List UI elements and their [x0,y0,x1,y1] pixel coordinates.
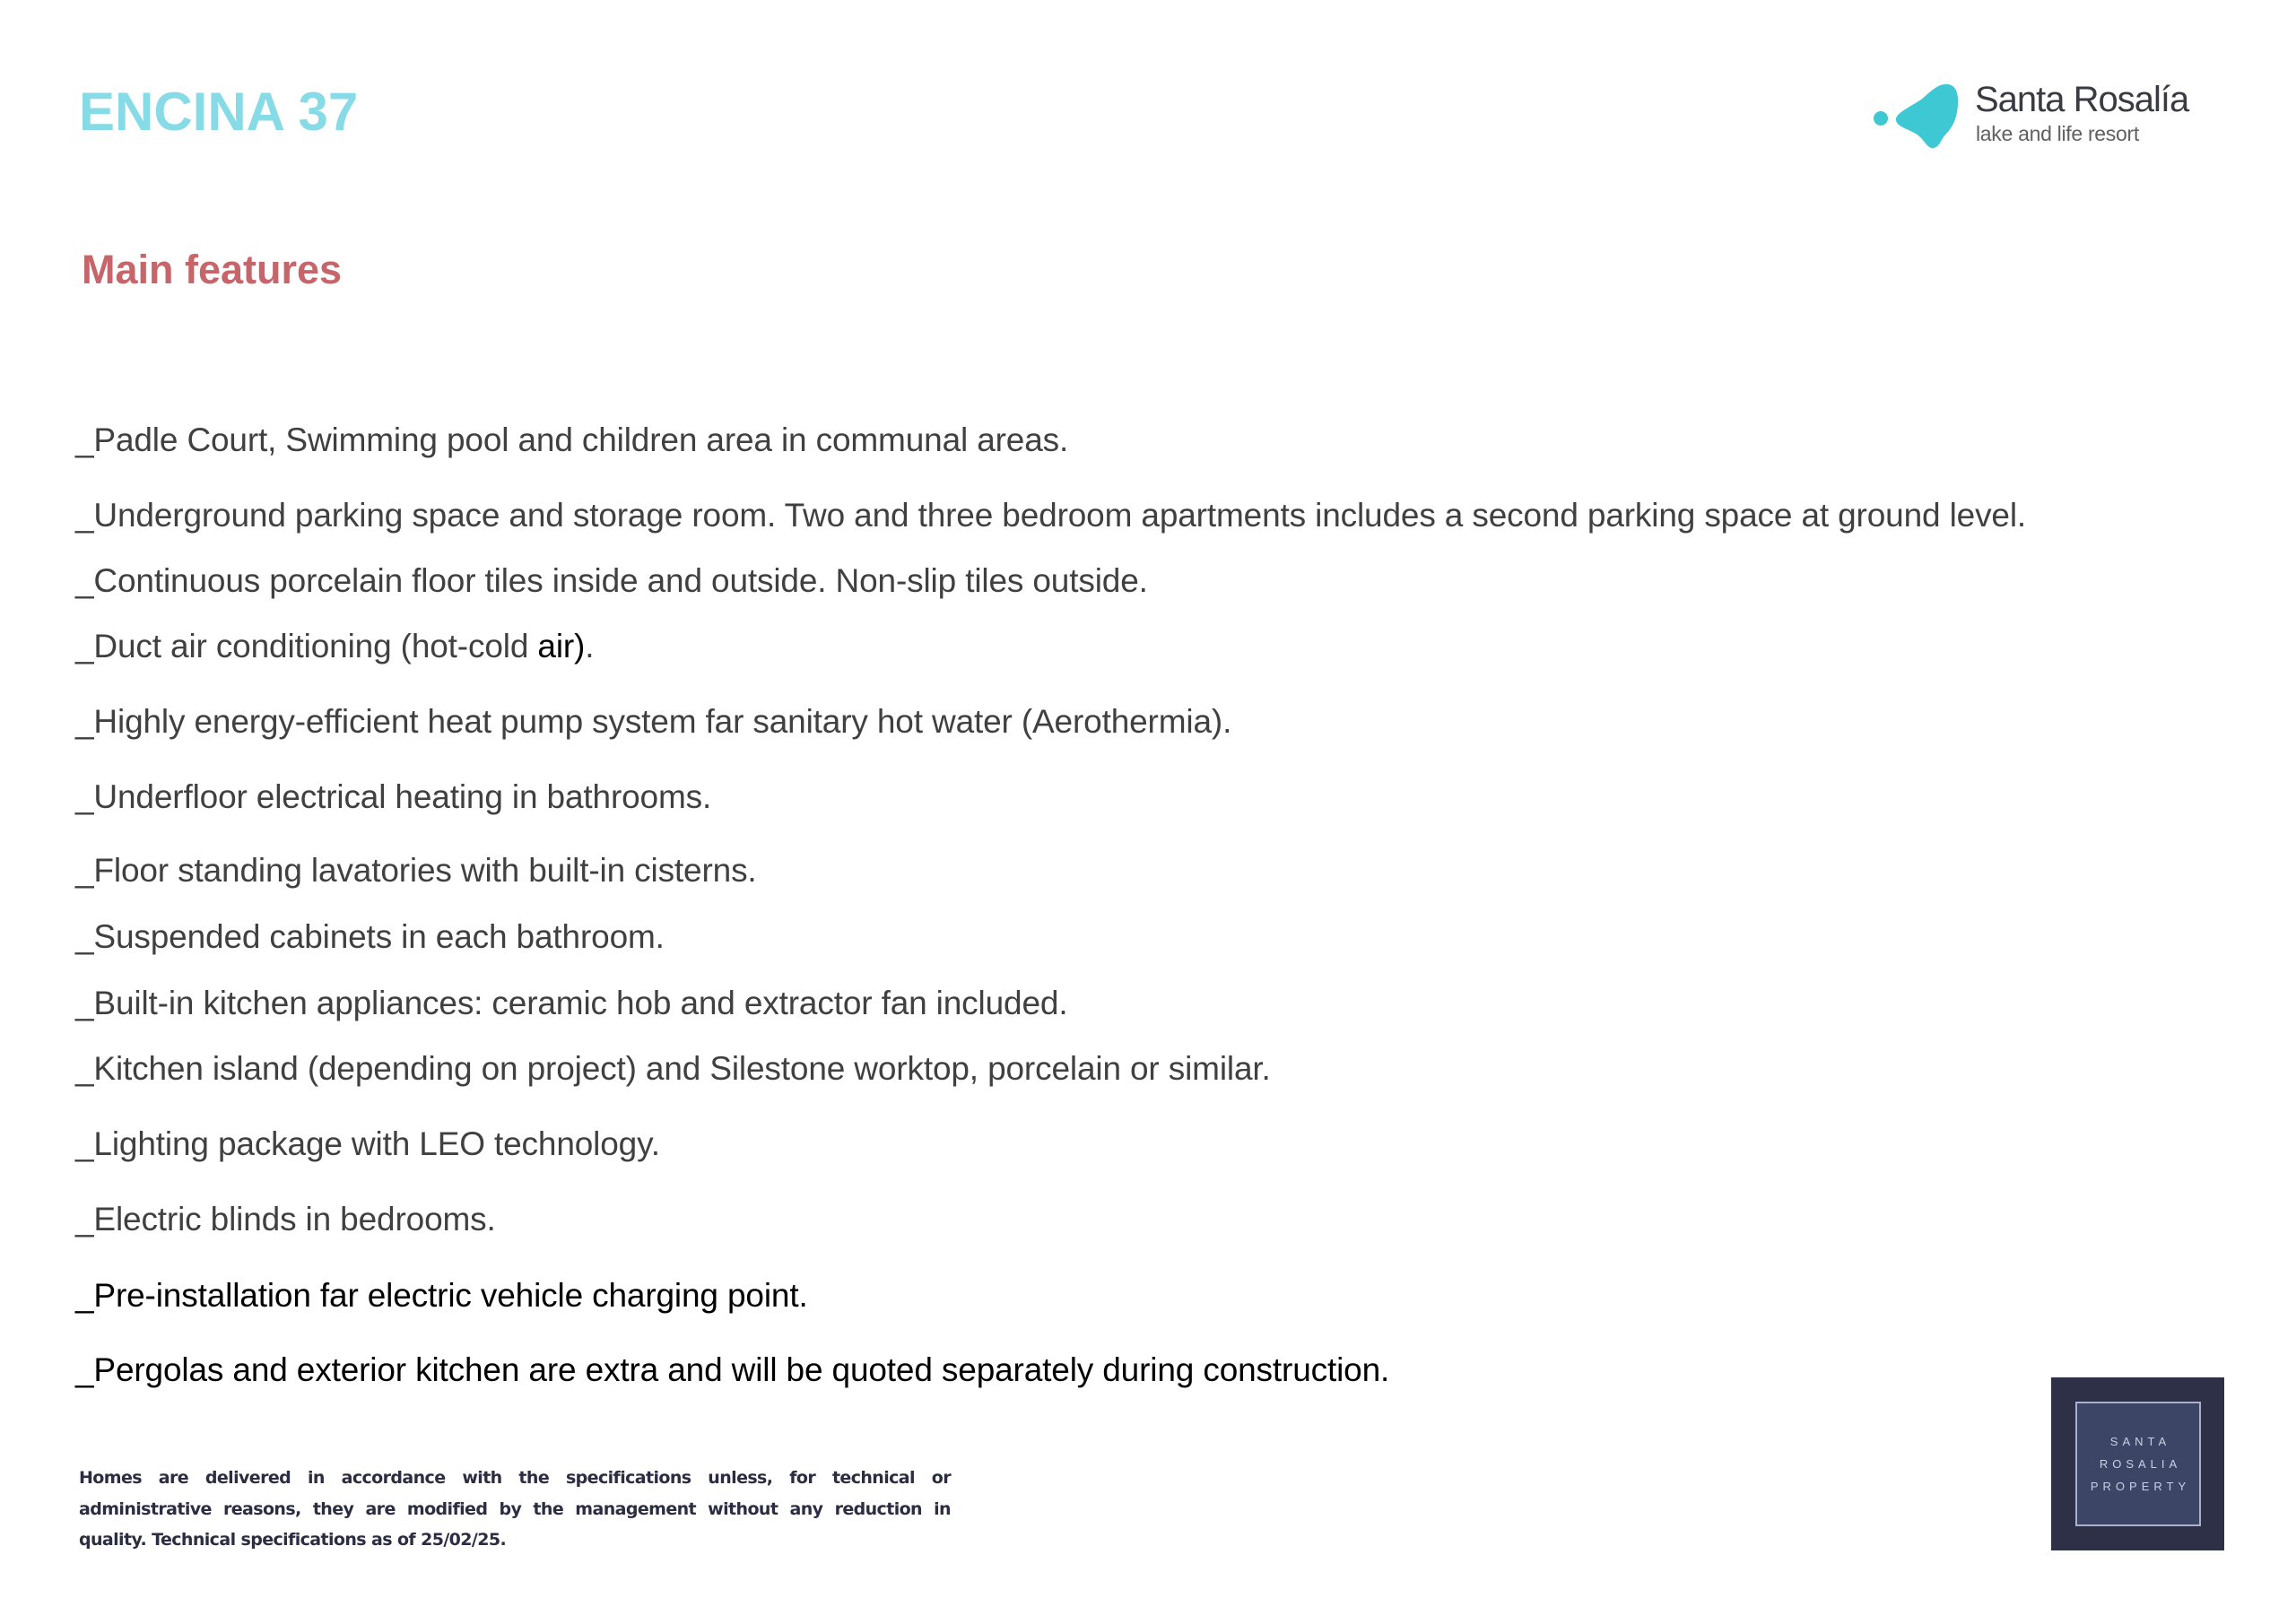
badge-frame [2075,1402,2201,1526]
feature-item: _Pre-installation far electric vehicle charging point. [75,1277,808,1314]
logo-tagline: lake and life resort [1976,122,2139,145]
page-title: ENCINA 37 [79,82,359,142]
feature-item: _Underfloor electrical heating in bathrooms. [75,778,712,815]
feature-item: _Padle Court, Swimming pool and children area in communal areas. [75,421,1069,458]
feature-text-end: . [585,628,595,664]
feature-item: _Highly energy-efficient heat pump system far sanitary hot water (Aerothermia). [75,703,1232,740]
badge-line: SANTA [2109,1435,2171,1448]
badge-line: ROSALIA [2099,1457,2182,1471]
santa-rosalia-property-badge [2051,1377,2224,1550]
feature-item [75,630,594,663]
feature-item: _Pergolas and exterior kitchen are extra and will be quoted separately during construction. [75,1351,1390,1388]
feature-item: _Kitchen island (depending on project) and Silestone worktop, porcelain or similar. [75,1050,1271,1087]
feature-text: _Duct air conditioning (hot-cold [75,628,538,664]
santa-rosalia-logo [1866,76,2224,157]
feature-item: _Floor standing lavatories with built-in cisterns. [75,852,757,889]
logo-name: Santa Rosalía [1975,80,2189,119]
feature-item: _Electric blinds in bedrooms. [75,1201,496,1238]
droplet-blob-logo-icon [1866,76,1973,157]
feature-item: _Lighting package with LEO technology. [75,1125,660,1162]
badge-line: PROPERTY [2090,1480,2191,1493]
feature-item: _Built-in kitchen appliances: ceramic hob and extractor fan included. [75,985,1068,1021]
feature-item: _Continuous porcelain floor tiles inside and outside. Non-slip tiles outside. [75,562,1148,599]
feature-item: _Suspended cabinets in each bathroom. [75,918,665,955]
feature-text-emphasis: air) [537,628,586,664]
feature-item: _Underground parking space and storage room. Two and three bedroom apartments includes a second parking space at ground level. [75,497,2027,534]
section-heading: Main features [82,247,343,292]
disclaimer-footer: Homes are delivered in accordance with the specifications unless, for technical or administrative reasons, they are modified by the management without any reduction in quality. Technical specifications as of 25/02/25. [79,1468,951,1550]
